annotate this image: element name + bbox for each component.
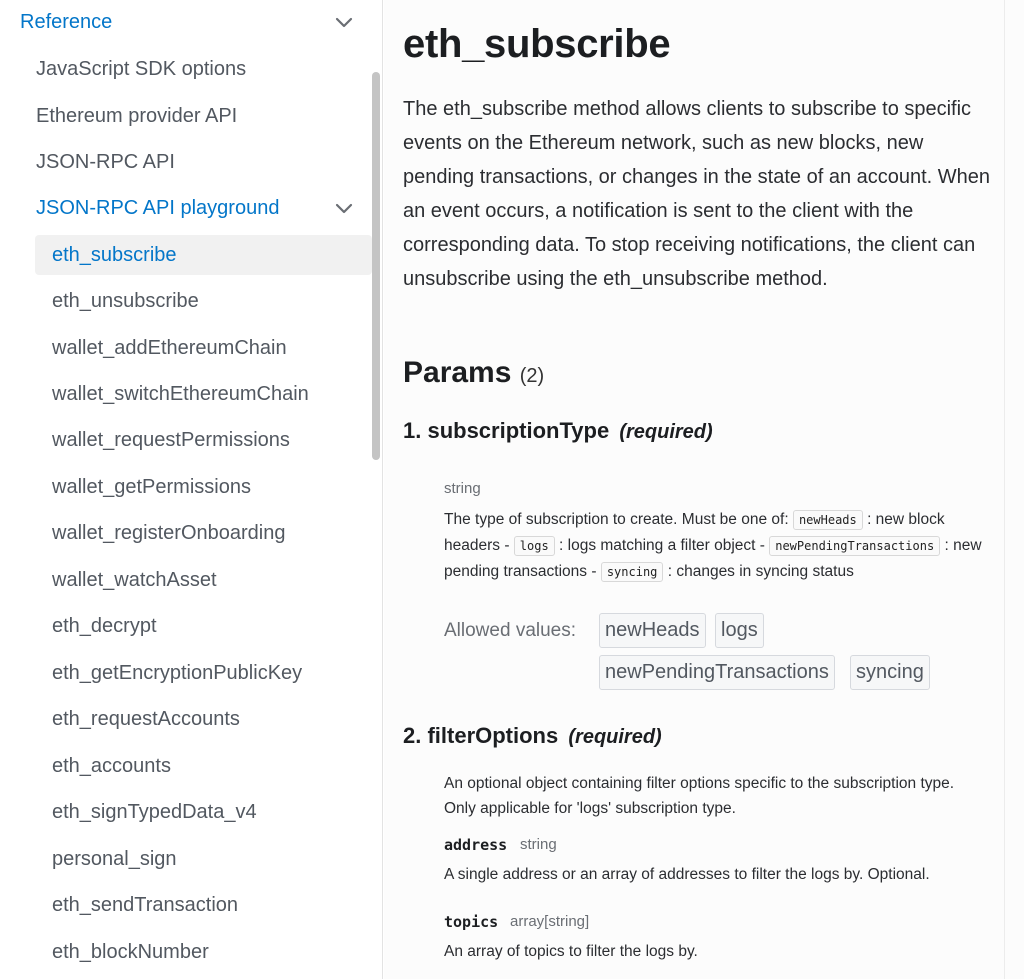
sidebar-item-label: eth_getEncryptionPublicKey	[52, 661, 303, 684]
sidebar-method-eth-subscribe[interactable]	[35, 235, 372, 275]
sidebar-item-label: eth_sendTransaction	[52, 893, 239, 916]
params-heading-label: Params	[403, 356, 512, 389]
sidebar-method-eth-signtypeddata-v4[interactable]	[0, 792, 370, 832]
param-subscriptiontype-heading	[403, 418, 713, 444]
method-description: The eth_subscribe method allows clients to subscribe to specific events on the Ethereum network, such as new blocks, new pending transactions, or changes in the state of an account. When an event occurs, a notification is sent to the client with the corresponding data. To stop receiving notifications, the client can unsubscribe using the eth_unsubscribe method.	[403, 98, 991, 290]
sidebar-item-ethereum-provider-api[interactable]	[0, 96, 370, 136]
sidebar-method-personal-sign[interactable]	[0, 839, 370, 879]
sidebar-item-json-rpc-api[interactable]	[0, 142, 370, 182]
sidebar-item-label: wallet_requestPermissions	[52, 428, 290, 451]
sidebar-item-reference[interactable]	[0, 2, 370, 42]
allowed-value-chip: logs	[715, 613, 764, 648]
sidebar-scrollbar[interactable]	[372, 72, 380, 460]
sidebar-item-json-rpc-api-playground[interactable]	[0, 188, 370, 228]
sidebar-method-eth-blocknumber[interactable]	[0, 932, 370, 972]
sidebar-item-label: Reference	[20, 10, 113, 33]
params-count: (2)	[519, 365, 545, 387]
sidebar-item-label: wallet_registerOnboarding	[52, 521, 286, 544]
sidebar-method-wallet-getpermissions[interactable]	[0, 467, 370, 507]
code-newheads: newHeads	[793, 510, 863, 530]
chevron-down-icon[interactable]	[334, 198, 354, 218]
desc-text: : new block headers -	[444, 511, 945, 554]
sidebar-item-label: wallet_switchEthereumChain	[52, 382, 309, 405]
param-type: string	[444, 480, 481, 497]
sidebar-item-label: personal_sign	[52, 847, 177, 870]
sidebar-method-wallet-addethereumchain[interactable]	[0, 328, 370, 368]
desc-text: : changes in syncing status	[667, 563, 854, 580]
sidebar-method-eth-sendtransaction[interactable]	[0, 885, 370, 925]
sidebar-item-label: eth_subscribe	[52, 243, 177, 266]
required-label: (required)	[568, 726, 662, 748]
desc-text: The type of subscription to create. Must be one of:	[444, 511, 789, 528]
sidebar-item-label: JSON-RPC API playground	[36, 196, 280, 219]
property-address-description: A single address or an array of addresses to filter the logs by. Optional.	[444, 866, 930, 883]
sidebar-method-wallet-watchasset[interactable]	[0, 560, 370, 600]
param-description	[444, 507, 989, 585]
sidebar-method-wallet-requestpermissions[interactable]	[0, 420, 370, 460]
sidebar	[0, 0, 383, 979]
chevron-down-icon[interactable]	[334, 12, 354, 32]
allowed-value-chip: newHeads	[599, 613, 706, 648]
param-name: 1. subscriptionType	[403, 418, 610, 443]
divider	[1004, 0, 1005, 979]
sidebar-item-label: eth_accounts	[52, 754, 171, 777]
sidebar-method-eth-accounts[interactable]	[0, 746, 370, 786]
sidebar-item-label: wallet_watchAsset	[52, 568, 217, 591]
code-logs: logs	[514, 536, 555, 556]
allowed-value-chip: syncing	[850, 655, 930, 690]
param-filteroptions-heading	[403, 723, 662, 749]
allowed-value-chip: newPendingTransactions	[599, 655, 835, 690]
sidebar-method-eth-unsubscribe[interactable]	[0, 281, 370, 321]
sidebar-item-javascript-sdk-options[interactable]	[0, 49, 370, 89]
property-address-name: address	[444, 836, 508, 854]
sidebar-item-label: JSON-RPC API	[36, 150, 175, 173]
property-topics-description: An array of topics to filter the logs by.	[444, 943, 698, 960]
sidebar-method-eth-decrypt[interactable]	[0, 606, 370, 646]
sidebar-item-label: eth_blockNumber	[52, 940, 209, 963]
sidebar-method-wallet-switchethereumchain[interactable]	[0, 374, 370, 414]
sidebar-item-label: eth_signTypedData_v4	[52, 800, 257, 823]
sidebar-method-eth-getencryptionpublickey[interactable]	[0, 653, 370, 693]
sidebar-method-wallet-registeronboarding[interactable]	[0, 513, 370, 553]
params-heading	[403, 356, 544, 390]
param-name: 2. filterOptions	[403, 723, 559, 748]
property-address-type: string	[520, 836, 557, 853]
page-title: eth_subscribe	[403, 22, 671, 66]
code-syncing: syncing	[601, 562, 664, 582]
allowed-values-label: Allowed values:	[444, 620, 577, 641]
code-newpendingtransactions: newPendingTransactions	[769, 536, 940, 556]
sidebar-item-label: eth_unsubscribe	[52, 289, 199, 312]
param-description: An optional object containing filter options specific to the subscription type. Only applicable for 'logs' subscription type.	[444, 775, 955, 817]
property-topics-name: topics	[444, 913, 499, 931]
desc-text: : new pending transactions -	[444, 537, 982, 580]
sidebar-item-label: eth_decrypt	[52, 614, 157, 637]
property-topics-type: array[string]	[510, 913, 590, 930]
sidebar-item-label: wallet_addEthereumChain	[52, 336, 287, 359]
sidebar-item-label: Ethereum provider API	[36, 104, 238, 127]
sidebar-item-label: JavaScript SDK options	[36, 57, 247, 80]
desc-text: : logs matching a filter object -	[559, 537, 765, 554]
required-label: (required)	[619, 421, 713, 443]
sidebar-method-eth-requestaccounts[interactable]	[0, 699, 370, 739]
sidebar-item-label: eth_requestAccounts	[52, 707, 240, 730]
sidebar-item-label: wallet_getPermissions	[52, 475, 251, 498]
